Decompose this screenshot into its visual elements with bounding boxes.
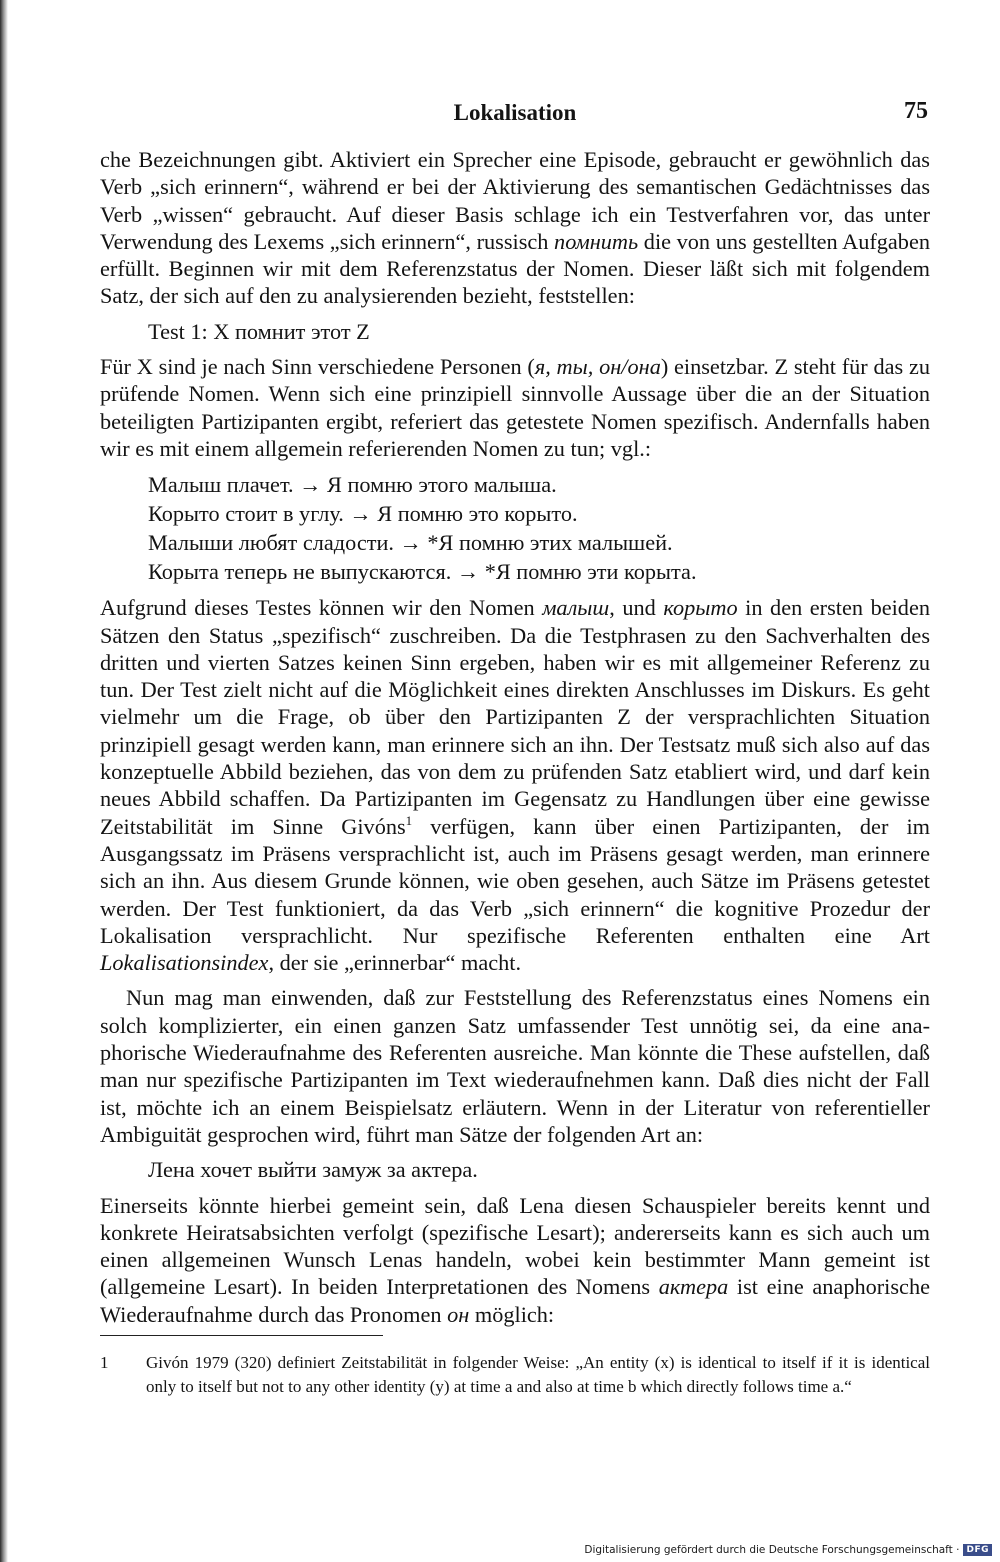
footnote-divider <box>100 1335 383 1336</box>
text-run: ist eine anaphorische Wiederaufnahme durch das Pronomen <box>100 1274 930 1327</box>
example-line: Корыта теперь не выпускаются. → *Я помню эти корыта. <box>148 559 697 585</box>
italic-term: Lokalisationsindex <box>100 950 269 976</box>
banner-text: Digitalisierung gefördert durch die Deutsche Forschungsgemeinschaft · <box>584 1544 960 1556</box>
example-line: Корыто стоит в углу. → Я помню это корыто. <box>148 501 578 527</box>
paragraph-1 <box>100 146 930 310</box>
text-run: Einerseits könnte hierbei gemeint sein, daß Lena diesen Schauspieler bereits kennt und konkrete Heiratsabsichten verfolgt (spezifische Lesart); andererseits kann es sich auch um einen allgemeinen Wunsch Lenas handeln, wobei kein bestimmter Mann gemeint ist (allgemeine Lesart). In beiden Interpretationen des Nomens <box>100 1192 930 1300</box>
text-run: Aufgrund dieses Testes können wir den Nomen <box>100 595 543 621</box>
footnote-text: Givón 1979 (320) definiert Zeitstabilität in folgender Weise: „An entity (x) is identical to itself if it is identical only to itself but not to any other identity (y) at time a and also at time b which directly follows time a.“ <box>146 1353 930 1396</box>
text-run: , der sie „erinnerbar“ macht. <box>268 950 522 976</box>
text-run: che Bezeichnungen gibt. Aktiviert ein Sprecher eine Episode, gebraucht er gewöhnlich das Verb „sich erinnern“, während er bei der Aktivierung des semantischen Gedächtnisses das Verb „wissen“ gebraucht. Auf dieser Basis schlage ich ein Testverfahren vor, das unter Verwendung des Lexems „sich erinnern“, russisch <box>100 147 930 254</box>
paragraph-2 <box>100 353 930 462</box>
italic-term: он <box>447 1301 470 1327</box>
running-header <box>100 96 930 136</box>
footnote-reference[interactable]: 1 <box>405 812 413 828</box>
paragraph-4: Nun mag man einwenden, daß zur Feststellung des Referenzstatus eines Nomens ein solch komplizierter, ein einen ganzen Satz umfassender Test unnötig sei, da eine anaphorische Wiederaufnahme des Referenten ausreiche. Man könnte die These aufstellen, daß man nur spezifische Partizipanten im Text wiederaufnehmen kann. Daß dies nicht der Fall ist, möchte ich an einem Beispielsatz erläutern. Wenn in der Literatur von referentieller Ambiguität gesprochen wird, führt man Sätze der folgenden Art an: <box>100 985 930 1147</box>
test-formula: Test 1: X помнит этот Z <box>148 318 370 344</box>
digitization-banner <box>584 1544 992 1556</box>
italic-term: я, ты, он/она <box>534 354 661 380</box>
page-number: 75 <box>904 98 928 124</box>
italic-term: малыш <box>542 595 610 621</box>
text-run: möglich: <box>469 1301 555 1327</box>
italic-term: корыто <box>663 595 738 621</box>
footnote-number: 1 <box>100 1353 109 1372</box>
text-run: in den ersten beiden Sätzen den Status „spezifisch“ zuschreiben. Da die Testphrasen zu den Sachverhalten des dritten und vierten Satzes keinen Sinn ergeben, haben wir es mit allgemeiner Referenz zu tun. Der Test zielt nicht auf die Möglichkeit eines direkten Anschlusses im Diskurs. Es geht vielmehr um die Frage, ob über den Partizipanten Z der versprachlichten Situation prinzipiell gesagt werden kann, man erinnere sich an ihn. Der Testsatz muß sich also auf das konzeptuelle Abbild beziehen, das von dem zu prüfenden Satz etabliert wird, und darf kein neues Abbild schaffen. Da Partizipanten im Gegensatz zu Handlungen über eine gewisse Zeitstabilität im Sinne Givóns <box>100 595 930 839</box>
italic-term: помнить <box>554 228 639 254</box>
example-list <box>100 470 930 586</box>
dfg-logo: DFG <box>963 1544 992 1556</box>
example-sentence: Лена хочет выйти замуж за актера. <box>148 1157 478 1183</box>
page-edge-shadow <box>0 0 8 1562</box>
example-line: Малыши любят сладости. → *Я помню этих малышей. <box>148 530 673 556</box>
footnote <box>100 1351 930 1399</box>
italic-term: актера <box>658 1274 729 1300</box>
body-text <box>100 146 930 1328</box>
paragraph-3 <box>100 594 930 976</box>
example-line: Малыш плачет. → Я помню этого малыша. <box>148 472 557 498</box>
text-run: verfügen, kann über einen Partizipanten, der im Ausgangssatz im Präsens versprachlicht ist, auch im Präsens gesagt werden, man erinnere sich an ihn. Aus diesem Grunde können, wie oben gesehen, auch Sätze im Präsens getestet werden. Der Test funktioniert, da das Verb „sich erinnern“ die kognitive Prozedur der Lokalisation versprachlicht. Nur spezifische Referenten enthalten eine Art <box>100 813 930 948</box>
text-run: ) einsetzbar. Z steht für das zu prüfende Nomen. Wenn sich eine prinzipiell sinnvolle Aussage über die an der Situation beteiligten Partizipanten ergibt, referiert das getestete Nomen spezifisch. Andernfalls haben wir es mit einem allgemein referierenden Nomen zu tun; vgl.: <box>100 354 930 461</box>
text-run: , und <box>609 595 664 621</box>
paragraph-5 <box>100 1192 930 1328</box>
text-run: die von uns gestellten Aufgaben erfüllt. Beginnen wir mit dem Referenzstatus der Nomen. Dieser läßt sich mit folgendem Satz, der sich auf den zu analysierenden bezieht, feststellen: <box>100 228 930 309</box>
running-title: Lokalisation <box>453 100 577 125</box>
text-run: Für X sind je nach Sinn verschiedene Personen ( <box>100 354 535 380</box>
